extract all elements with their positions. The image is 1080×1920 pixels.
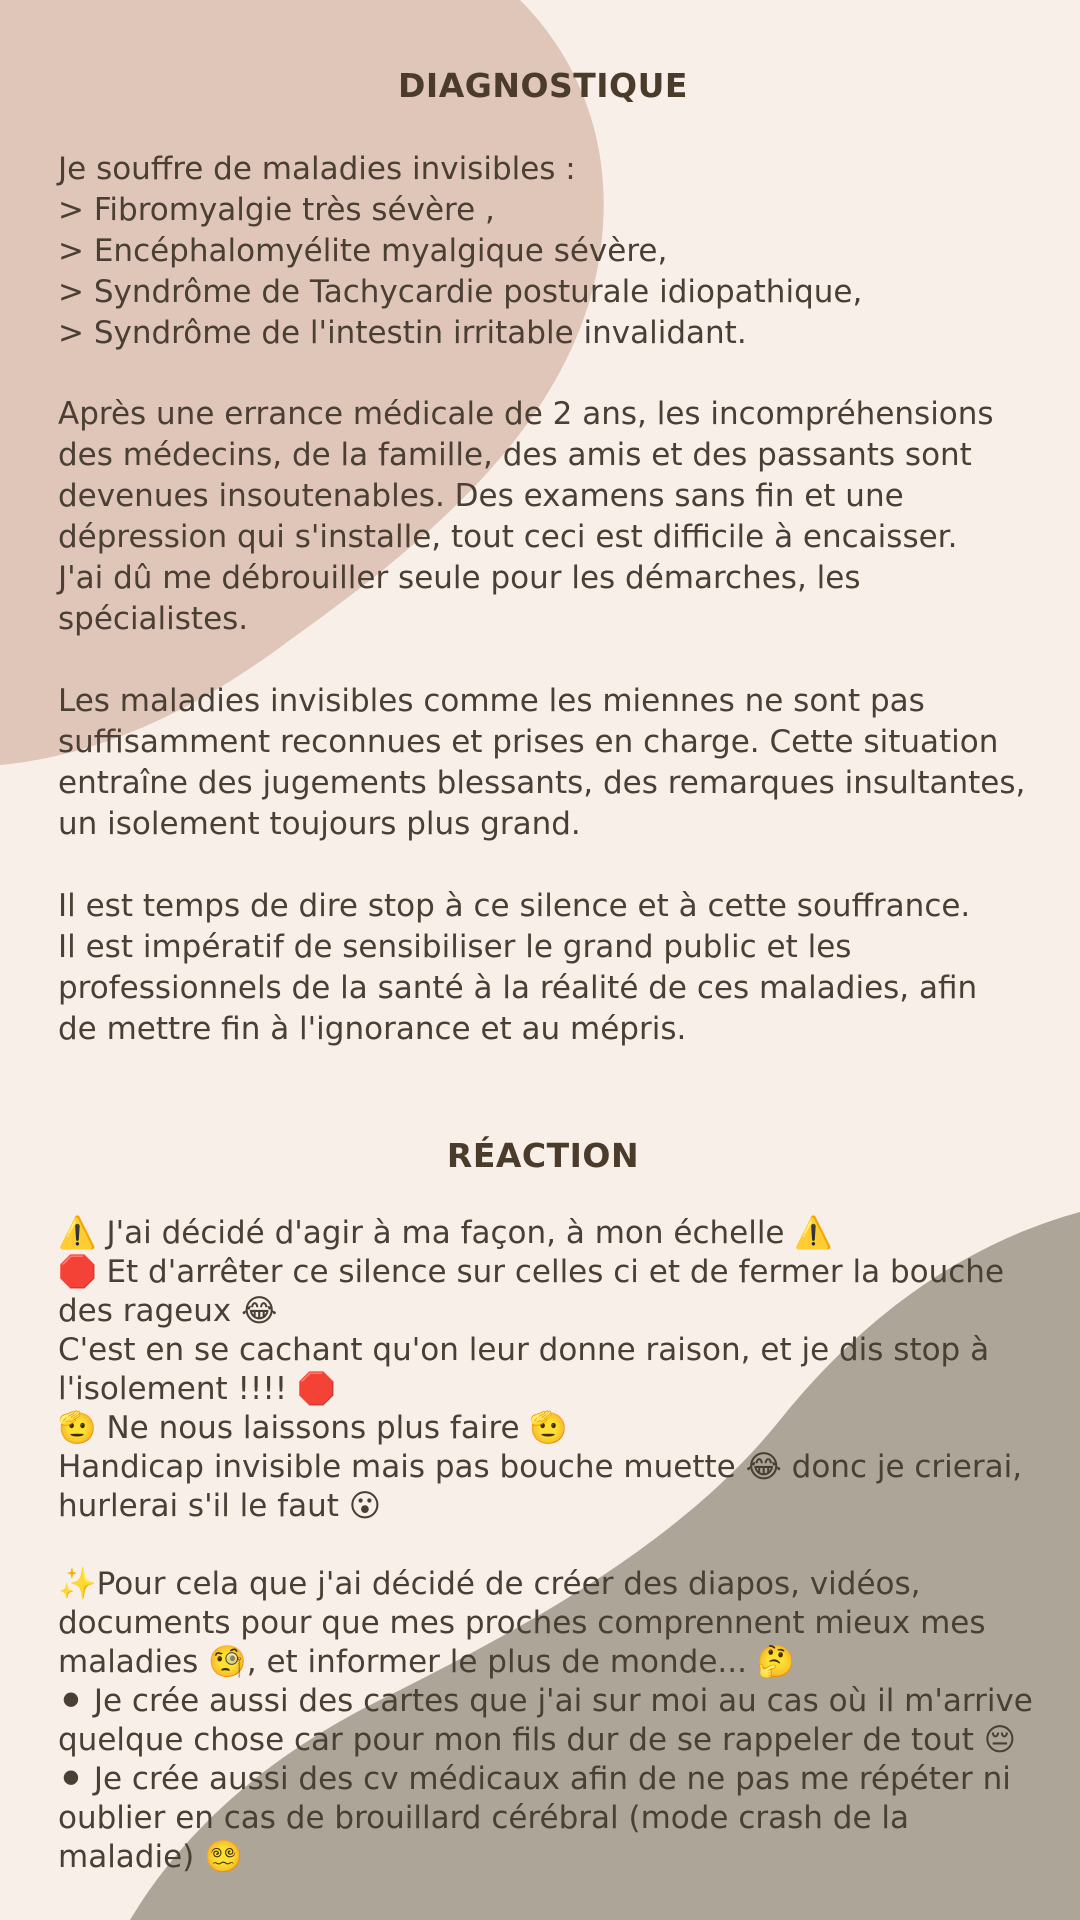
- diagnostic-paragraph-2: Les maladies invisibles comme les miennes ne sont pas suffisamment reconnues et prises en charge. Cette situation entraîne des jugements blessants, des remarques insultantes, un isolement toujours plus grand.: [58, 683, 1026, 842]
- reaction-paragraph-1: ⚠️ J'ai décidé d'agir à ma façon, à mon échelle ⚠️ 🛑 Et d'arrêter ce silence sur celles ci et de fermer la bouche des rageux 😂 C'est en se cachant qu'on leur donne raison, et je dis stop à l'isolement !!!! 🛑 🫡 Ne nous laissons plus faire 🫡 Handicap invisible mais pas bouche muette 😂 donc je crierai, hurlerai s'il le faut 😮: [58, 1215, 1023, 1524]
- diagnostic-list: Je souffre de maladies invisibles : > Fibromyalgie très sévère , > Encéphalomyélite myalgique sévère, > Syndrôme de Tachycardie posturale idiopathique, > Syndrôme de l'intestin irritable invalidant.: [58, 151, 863, 351]
- diagnostic-title: DIAGNOSTIQUE: [398, 66, 688, 105]
- reaction-title: RÉACTION: [446, 1136, 640, 1175]
- diagnostic-paragraph-3: Il est temps de dire stop à ce silence et à cette souffrance. Il est impératif de sensibiliser le grand public et les professionnels de la santé à la réalité de ces maladies, afin de mettre fin à l'ignorance et au mépris.: [58, 888, 978, 1047]
- reaction-paragraph-2: ✨Pour cela que j'ai décidé de créer des diapos, vidéos, documents pour que mes proches comprennent mieux mes maladies 🧐, et informer le plus de monde... 🤔 ⚫ Je crée aussi des cartes que j'ai sur moi au cas où il m'arrive quelque chose car pour mon fils dur de se rappeler de tout 😔 ⚫ Je crée aussi des cv médicaux afin de ne pas me répéter ni oublier en cas de brouillard cérébral (mode crash de la maladie) 😵‍💫: [58, 1566, 1033, 1875]
- diagnostic-paragraph-1: Après une errance médicale de 2 ans, les incompréhensions des médecins, de la famille, des amis et des passants sont devenues insoutenables. Des examens sans fin et une dépression qui s'installe, tout ceci est difficile à encaisser. J'ai dû me débrouiller seule pour les démarches, les spécialistes.: [58, 396, 994, 637]
